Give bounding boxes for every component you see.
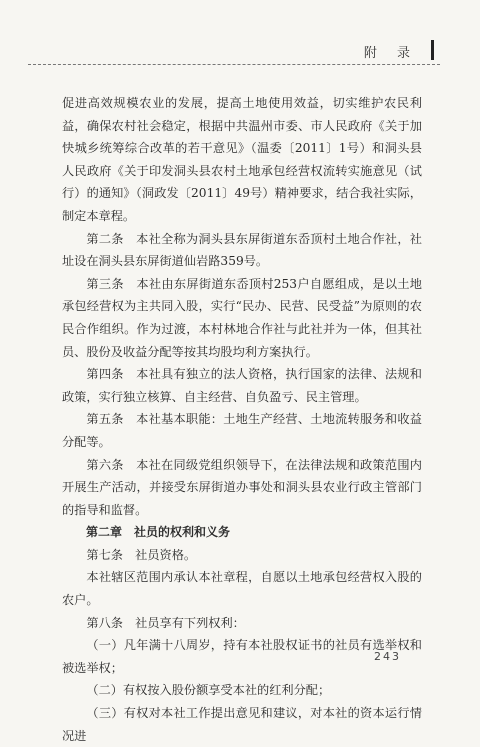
paragraph-article-5: 第五条 本社基本职能：土地生产经营、土地流转服务和收益分配等。	[62, 412, 422, 449]
header-dashed-rule	[28, 64, 440, 65]
paragraph-article-2: 第二条 本社全称为洞头县东屏街道东岙顶村土地合作社，社址设在洞头县东屏街道仙岩路359号。	[62, 231, 422, 269]
list-item-right-2: （二）有权按入股份额享受本社的红利分配；	[86, 683, 331, 698]
running-header	[28, 40, 440, 64]
paragraph-article-7: 第七条 社员资格。	[86, 547, 197, 562]
page-number: 243	[374, 650, 401, 663]
list-item-right-1: （一）凡年满十八周岁，持有本社股权证书的社员有选举权和被选举权；	[62, 638, 422, 675]
paragraph-article-6: 第六条 本社在同级党组织领导下，在法律法规和政策范围内开展生产活动，并接受东屏街道办事处和洞头县农业行政主管部门的指导和监督。	[62, 457, 422, 517]
list-item-right-3: （三）有权对本社工作提出意见和建议，对本社的资本运行情况进	[62, 706, 422, 743]
body-text	[62, 92, 422, 747]
header-bar-mark	[431, 40, 434, 60]
paragraph-intro-continued: 促进高效规模农业的发展，提高土地使用效益，切实维护农民利益，确保农村社会稳定，根据中共温州市委、市人民政府《关于加快城乡统筹综合改革的若干意见》（温委〔2011〕1号）和洞头县人民政府《关于印发洞头县农村土地承包经营权流转实施意见（试行）的通知》（洞政发〔2011〕49号）精神要求，结合我社实际，制定本章程。	[62, 96, 422, 223]
header-title: 附 录	[363, 46, 418, 61]
paragraph-article-8: 第八条 社员享有下列权利：	[86, 615, 245, 630]
paragraph-membership: 本社辖区范围内承认本社章程，自愿以土地承包经营权入股的农户。	[62, 570, 422, 608]
paragraph-article-4: 第四条 本社具有独立的法人资格，执行国家的法律、法规和政策，实行独立核算、自主经营、自负盈亏、民主管理。	[62, 367, 422, 404]
paragraph-article-3: 第三条 本社由东屏街道东岙顶村253户自愿组成，是以土地承包经营权为主共同入股，实行“民办、民营、民受益”为原则的农民合作组织。作为过渡，本村林地合作社与此社并为一体，但其社员、股份及收益分配等按其均股均利方案执行。	[62, 276, 422, 359]
chapter-heading: 第二章 社员的权利和义务	[86, 525, 231, 540]
